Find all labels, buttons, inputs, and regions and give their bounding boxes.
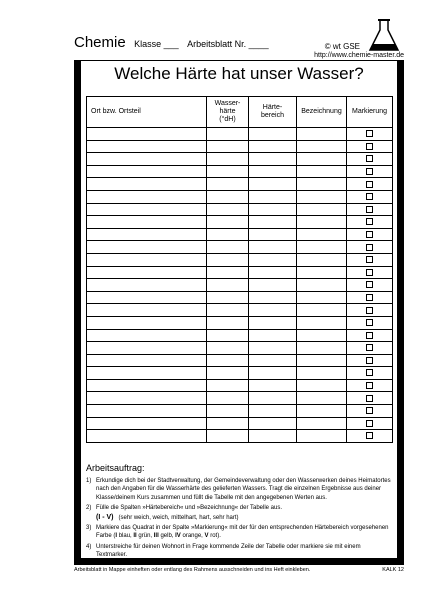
cell-location[interactable]: [87, 405, 207, 418]
table-row: [87, 405, 393, 418]
marking-checkbox[interactable]: [366, 357, 373, 364]
cell-range[interactable]: [249, 128, 297, 141]
color-key-numeral: I: [115, 533, 118, 540]
cell-hardness[interactable]: [207, 329, 249, 342]
website-url: http://www.chemie-master.de: [314, 52, 404, 59]
cell-hardness[interactable]: [207, 342, 249, 355]
cell-marking: [347, 342, 393, 355]
range-symbol: (I - V): [96, 514, 114, 522]
cell-marking: [347, 417, 393, 430]
instruction-text: Unterstreiche für deinen Wohnort in Frage kommende Zeile der Tabelle oder markiere sie mit einem Textmarker.: [96, 543, 361, 558]
page-header: [74, 28, 404, 64]
cell-range[interactable]: [249, 354, 297, 367]
cell-range[interactable]: [249, 241, 297, 254]
cell-designation[interactable]: [297, 140, 347, 153]
table-row: [87, 279, 393, 292]
table-header-row: [87, 97, 393, 128]
flask-logo-icon: [364, 18, 404, 54]
cell-location[interactable]: [87, 140, 207, 153]
table-row: [87, 153, 393, 166]
cell-hardness[interactable]: [207, 316, 249, 329]
cell-location[interactable]: [87, 430, 207, 443]
cell-hardness[interactable]: [207, 228, 249, 241]
table-row: [87, 316, 393, 329]
cell-marking: [347, 304, 393, 317]
column-header-location: Ort bzw. Ortsteil: [87, 97, 207, 128]
cell-range[interactable]: [249, 417, 297, 430]
cell-hardness[interactable]: [207, 241, 249, 254]
cell-marking: [347, 379, 393, 392]
cell-range[interactable]: [249, 379, 297, 392]
table-row: [87, 228, 393, 241]
cell-designation[interactable]: [297, 367, 347, 380]
marking-checkbox[interactable]: [366, 407, 373, 414]
marking-checkbox[interactable]: [366, 168, 373, 175]
cell-location[interactable]: [87, 128, 207, 141]
cell-marking: [347, 291, 393, 304]
cell-hardness[interactable]: [207, 367, 249, 380]
cell-designation[interactable]: [297, 329, 347, 342]
table-row: [87, 178, 393, 191]
cell-designation[interactable]: [297, 153, 347, 166]
cell-hardness[interactable]: [207, 392, 249, 405]
cell-range[interactable]: [249, 153, 297, 166]
marking-checkbox[interactable]: [366, 206, 373, 213]
cell-hardness[interactable]: [207, 379, 249, 392]
table-row: [87, 367, 393, 380]
cell-range[interactable]: [249, 178, 297, 191]
cell-marking: [347, 405, 393, 418]
table-row: [87, 241, 393, 254]
cell-location[interactable]: [87, 190, 207, 203]
cell-range[interactable]: [249, 165, 297, 178]
cell-hardness[interactable]: [207, 291, 249, 304]
cell-designation[interactable]: [297, 253, 347, 266]
table-row: [87, 203, 393, 216]
cell-location[interactable]: [87, 379, 207, 392]
cell-range[interactable]: [249, 342, 297, 355]
cell-range[interactable]: [249, 430, 297, 443]
cell-range[interactable]: [249, 266, 297, 279]
cell-range[interactable]: [249, 304, 297, 317]
color-key-name: blau,: [118, 533, 132, 540]
instruction-number: 2): [86, 504, 92, 511]
marking-checkbox[interactable]: [366, 294, 373, 301]
cell-marking: [347, 354, 393, 367]
cell-hardness[interactable]: [207, 165, 249, 178]
table-row: [87, 291, 393, 304]
cell-designation[interactable]: [297, 165, 347, 178]
cell-location[interactable]: [87, 316, 207, 329]
cell-location[interactable]: [87, 228, 207, 241]
marking-checkbox[interactable]: [366, 181, 373, 188]
cell-hardness[interactable]: [207, 128, 249, 141]
cell-location[interactable]: [87, 417, 207, 430]
marking-checkbox[interactable]: [366, 420, 373, 427]
cell-location[interactable]: [87, 367, 207, 380]
marking-checkbox[interactable]: [366, 344, 373, 351]
table-row: [87, 253, 393, 266]
worksheet-title: Welche Härte hat unser Wasser?: [114, 64, 364, 83]
color-key-name: gelb,: [160, 533, 174, 540]
cell-designation[interactable]: [297, 304, 347, 317]
cell-range[interactable]: [249, 329, 297, 342]
table-body: [87, 128, 393, 443]
marking-checkbox[interactable]: [366, 307, 373, 314]
marking-checkbox[interactable]: [366, 256, 373, 263]
marking-checkbox[interactable]: [366, 130, 373, 137]
cell-designation[interactable]: [297, 190, 347, 203]
cell-designation[interactable]: [297, 128, 347, 141]
color-key-name: orange,: [182, 533, 203, 540]
color-key-numeral: V: [204, 533, 209, 540]
cell-designation[interactable]: [297, 279, 347, 292]
cell-hardness[interactable]: [207, 190, 249, 203]
cell-marking: [347, 228, 393, 241]
marking-checkbox[interactable]: [366, 382, 373, 389]
cell-designation[interactable]: [297, 354, 347, 367]
cell-marking: [347, 140, 393, 153]
instruction-item: [86, 504, 392, 512]
cell-range[interactable]: [249, 216, 297, 229]
range-description: (sehr weich, weich, mittelhart, hart, sehr hart): [118, 515, 239, 522]
cell-designation[interactable]: [297, 203, 347, 216]
instructions-heading: Arbeitsauftrag:: [86, 463, 145, 473]
cell-location[interactable]: [87, 253, 207, 266]
cell-hardness[interactable]: [207, 216, 249, 229]
cell-marking: [347, 279, 393, 292]
column-header-marking: Markierung: [347, 97, 393, 128]
color-key-name: rot).: [210, 533, 221, 540]
cell-marking: [347, 190, 393, 203]
cell-marking: [347, 430, 393, 443]
cell-marking: [347, 367, 393, 380]
footer-code: KALK 12: [382, 567, 404, 573]
cell-hardness[interactable]: [207, 279, 249, 292]
instruction-number: 4): [86, 543, 92, 550]
cell-designation[interactable]: [297, 417, 347, 430]
cell-range[interactable]: [249, 316, 297, 329]
cell-range[interactable]: [249, 405, 297, 418]
marking-checkbox[interactable]: [366, 218, 373, 225]
table-row: [87, 304, 393, 317]
cell-range[interactable]: [249, 253, 297, 266]
cell-location[interactable]: [87, 165, 207, 178]
cell-designation[interactable]: [297, 392, 347, 405]
column-header-range: [249, 97, 297, 128]
cell-designation[interactable]: [297, 342, 347, 355]
subject-label: Chemie: [74, 34, 126, 51]
marking-checkbox[interactable]: [366, 269, 373, 276]
color-key-numeral: III: [153, 533, 159, 540]
column-header-hardness: [207, 97, 249, 128]
cell-location[interactable]: [87, 291, 207, 304]
cell-hardness[interactable]: [207, 304, 249, 317]
cell-marking: [347, 203, 393, 216]
footer-note: Arbeitsblatt in Mappe einheften oder entlang des Rahmens ausschneiden und ins Heft einkleben.: [74, 567, 311, 573]
instruction-text: Markiere das Quadrat in der Spalte »Markierung« mit der für den entsprechenden Härtebereich vorgesehenen Farbe: [96, 525, 389, 540]
table-row: [87, 354, 393, 367]
table-row: [87, 392, 393, 405]
cell-marking: [347, 253, 393, 266]
table-row: [87, 165, 393, 178]
cell-marking: [347, 329, 393, 342]
cell-marking: [347, 266, 393, 279]
instruction-item: [86, 524, 392, 540]
instruction-item: [86, 477, 392, 502]
sheet-number-label: Arbeitsblatt Nr. ____: [187, 39, 269, 49]
table-row: [87, 342, 393, 355]
cell-location[interactable]: [87, 203, 207, 216]
table-row: [87, 417, 393, 430]
instruction-number: 1): [86, 478, 92, 485]
cell-range[interactable]: [249, 190, 297, 203]
color-key-name: grün,: [138, 533, 153, 540]
instruction-text: Fülle die Spalten »Härtebereich« und »Bezeichnung« der Tabelle aus.: [96, 504, 283, 511]
color-key-numeral: II: [133, 533, 137, 540]
cell-range[interactable]: [249, 367, 297, 380]
cell-marking: [347, 178, 393, 191]
cell-hardness[interactable]: [207, 417, 249, 430]
cell-hardness[interactable]: [207, 354, 249, 367]
cell-location[interactable]: [87, 266, 207, 279]
klasse-label: Klasse ___: [134, 39, 179, 49]
cell-hardness[interactable]: [207, 203, 249, 216]
instruction-text-wrapper: Markiere das Quadrat in der Spalte »Markierung« mit der für den entsprechenden Härtebereich vorgesehenen Farbe (I blau, II grün, III gelb, IV orange, V rot).: [96, 525, 389, 540]
table-row: [87, 140, 393, 153]
instruction-item: [86, 543, 392, 559]
table-row: [87, 190, 393, 203]
cell-designation[interactable]: [297, 379, 347, 392]
cell-marking: [347, 216, 393, 229]
cell-range[interactable]: [249, 392, 297, 405]
cell-location[interactable]: [87, 153, 207, 166]
marking-checkbox[interactable]: [366, 332, 373, 339]
cell-marking: [347, 241, 393, 254]
cell-range[interactable]: [249, 279, 297, 292]
cell-hardness[interactable]: [207, 153, 249, 166]
cell-location[interactable]: [87, 178, 207, 191]
cell-hardness[interactable]: [207, 405, 249, 418]
marking-checkbox[interactable]: [366, 231, 373, 238]
cell-range[interactable]: [249, 228, 297, 241]
table-row: [87, 379, 393, 392]
cell-designation[interactable]: [297, 228, 347, 241]
marking-checkbox[interactable]: [366, 432, 373, 439]
column-header-range-text: Härte- bereich: [261, 104, 284, 119]
water-hardness-table: [86, 96, 393, 443]
hardness-range-line: [86, 514, 392, 522]
cell-designation[interactable]: [297, 316, 347, 329]
cell-marking: [347, 316, 393, 329]
marking-checkbox[interactable]: [366, 369, 373, 376]
cell-location[interactable]: [87, 216, 207, 229]
cell-location[interactable]: [87, 392, 207, 405]
cell-location[interactable]: [87, 304, 207, 317]
marking-checkbox[interactable]: [366, 244, 373, 251]
instructions-section: [86, 464, 392, 561]
cell-designation[interactable]: [297, 405, 347, 418]
table-row: [87, 430, 393, 443]
cell-location[interactable]: [87, 342, 207, 355]
table-row: [87, 128, 393, 141]
cell-designation[interactable]: [297, 241, 347, 254]
copyright-text: © wt GSE: [324, 42, 360, 51]
instruction-text: Erkundige dich bei der Stadtverwaltung, der Gemeindeverwaltung oder den Wasserwerken deines Heimatortes nach den Angaben für die Wasserhärte des gelieferten Wassers. Tragt die einzelnen Ergebnisse aus deiner Klasse/deinem Kurs zusammen und füllt die Tabelle mit den angegebenen Werten aus.: [96, 478, 391, 501]
cell-marking: [347, 128, 393, 141]
cell-marking: [347, 165, 393, 178]
table-row: [87, 266, 393, 279]
cell-marking: [347, 153, 393, 166]
cell-location[interactable]: [87, 279, 207, 292]
marking-checkbox[interactable]: [366, 155, 373, 162]
marking-checkbox[interactable]: [366, 143, 373, 150]
cell-designation[interactable]: [297, 178, 347, 191]
cell-designation[interactable]: [297, 291, 347, 304]
cell-range[interactable]: [249, 140, 297, 153]
cell-designation[interactable]: [297, 430, 347, 443]
marking-checkbox[interactable]: [366, 193, 373, 200]
cell-range[interactable]: [249, 291, 297, 304]
marking-checkbox[interactable]: [366, 281, 373, 288]
cell-hardness[interactable]: [207, 266, 249, 279]
table-row: [87, 216, 393, 229]
cell-hardness[interactable]: [207, 140, 249, 153]
cell-location[interactable]: [87, 354, 207, 367]
cell-hardness[interactable]: [207, 178, 249, 191]
cell-designation[interactable]: [297, 266, 347, 279]
cell-location[interactable]: [87, 329, 207, 342]
table-row: [87, 329, 393, 342]
column-header-hardness-text: Wasser- härte (°dH): [214, 100, 241, 123]
cell-hardness[interactable]: [207, 253, 249, 266]
cell-range[interactable]: [249, 203, 297, 216]
cell-marking: [347, 392, 393, 405]
color-key-numeral: IV: [175, 533, 181, 540]
marking-checkbox[interactable]: [366, 319, 373, 326]
cell-hardness[interactable]: [207, 430, 249, 443]
column-header-designation: Bezeichnung: [297, 97, 347, 128]
instruction-number: 3): [86, 525, 92, 532]
marking-checkbox[interactable]: [366, 395, 373, 402]
cell-designation[interactable]: [297, 216, 347, 229]
header-title: [74, 34, 269, 52]
cell-location[interactable]: [87, 241, 207, 254]
